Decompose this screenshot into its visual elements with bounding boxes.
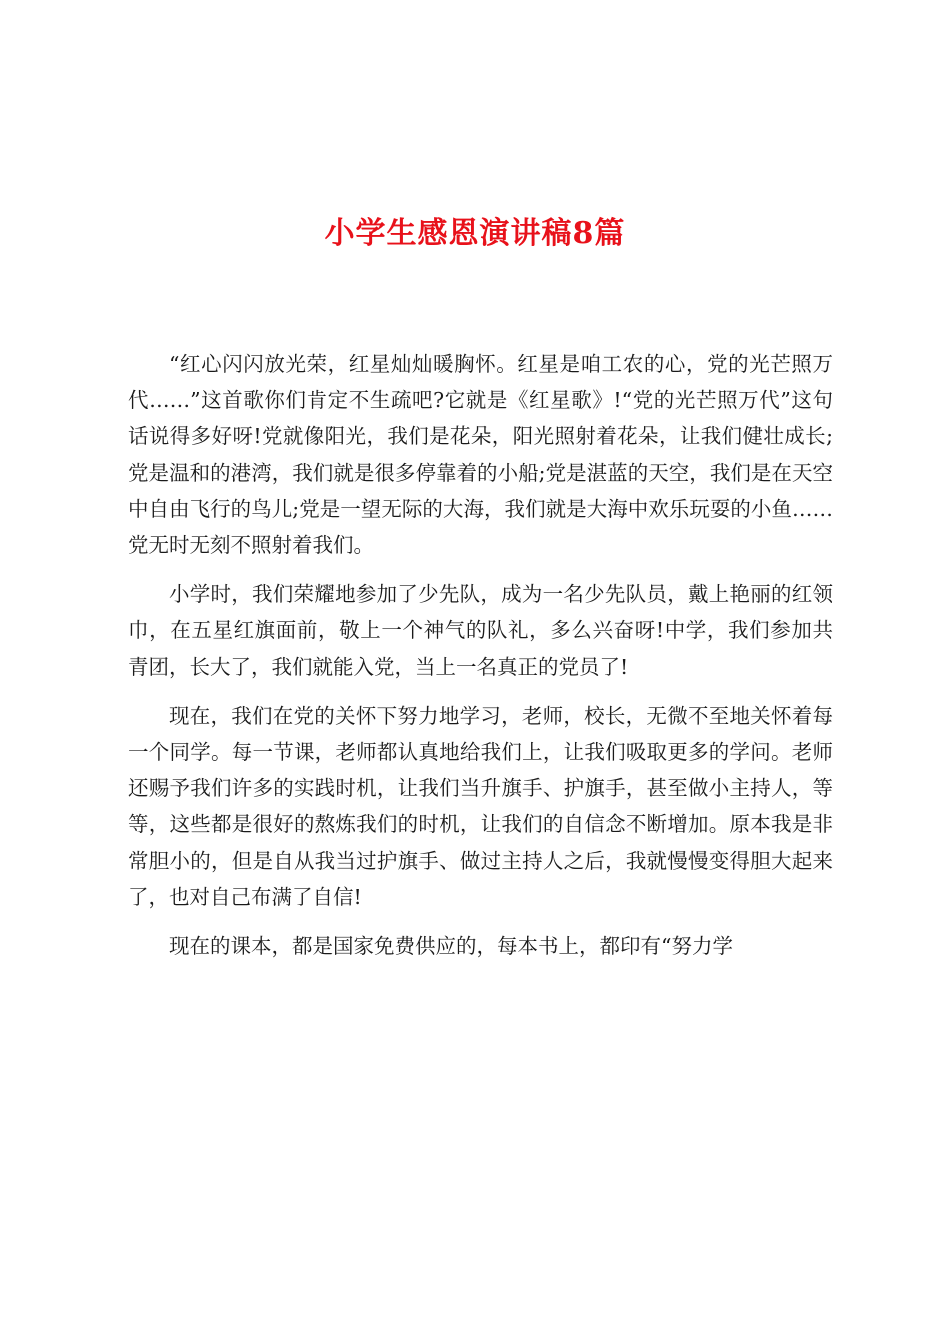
- paragraph-4: 现在的课本，都是国家免费供应的，每本书上，都印有“努力学: [169, 934, 733, 959]
- document-title: 小学生感恩演讲稿8篇: [324, 216, 626, 251]
- paragraph-3: 现在，我们在党的关怀下努力地学习，老师，校长，无微不至地关怀着每一个同学。每一节课，老师都认真地给我们上，让我们吸取更多的学问。老师还赐予我们许多的实践时机，让我们当升旗手、护旗手，甚至做小主持人，等等，这些都是很好的熬炼我们的时机，让我们的自信念不断增加。原本我是非常胆小的，但是自从我当过护旗手、做过主持人之后，我就慢慢变得胆大起来了，也对自己布满了自信!: [128, 703, 833, 909]
- paragraph-1: “红心闪闪放光荣，红星灿灿暖胸怀。红星是咱工农的心，党的光芒照万代……”这首歌你们肯定不生疏吧?它就是《红星歌》!“党的光芒照万代”这句话说得多好呀!党就像阳光，我们是花朵，阳光照射着花朵，让我们健壮成长;党是温和的港湾，我们就是很多停靠着的小船;党是湛蓝的天空，我们是在天空中自由飞行的鸟儿;党是一望无际的大海，我们就是大海中欢乐玩耍的小鱼……党无时无刻不照射着我们。: [128, 352, 833, 558]
- paragraph-2: 小学时，我们荣耀地参加了少先队，成为一名少先队员，戴上艳丽的红领巾，在五星红旗面前，敬上一个神气的队礼，多么兴奋呀!中学，我们参加共青团，长大了，我们就能入党，当上一名真正的党员了!: [128, 582, 833, 679]
- document-body: [128, 346, 833, 977]
